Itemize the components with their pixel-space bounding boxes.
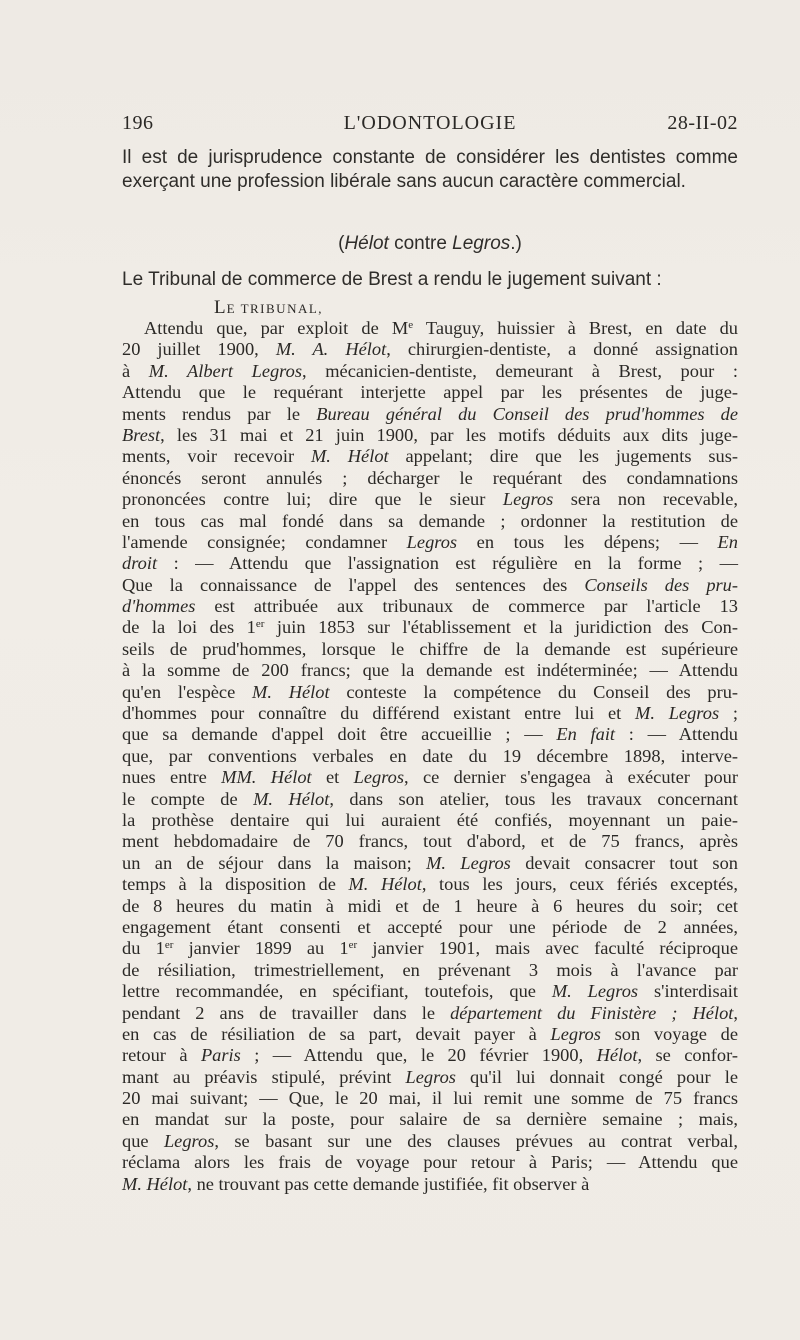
text-segment: est attribuée aux tribunaux de commerce par l'article 13 [195, 596, 738, 617]
text-line [122, 724, 738, 745]
text-line [122, 1067, 738, 1088]
italic-text: M. Hélot [310, 446, 389, 467]
text-line [122, 1003, 738, 1024]
text-line [122, 703, 738, 724]
italic-text: Paris [200, 1045, 241, 1066]
text-segment: ; — Attendu que, le 20 février 1900, [240, 1045, 597, 1066]
text-segment: ment hebdomadaire de 70 francs, tout d'abord, et de 75 francs, après [122, 831, 738, 852]
superscript: er [348, 939, 358, 952]
italic-text: M. Legros [635, 703, 720, 724]
text-line [122, 831, 738, 852]
italic-text: Legros [353, 767, 405, 788]
text-segment: , chirurgien-dentiste, a donné assignation [386, 339, 738, 360]
text-segment: de résiliation, trimestriellement, en prévenant 3 mois à l'avance par [122, 959, 738, 980]
text-line [122, 660, 738, 681]
italic-text: M. Hélot [252, 681, 330, 702]
text-line [122, 874, 738, 895]
text-segment: conteste la compétence du Conseil des pru- [329, 681, 739, 702]
italic-text: M. Hélot [122, 1173, 188, 1194]
text-line [122, 639, 738, 660]
text-segment: son voyage de [600, 1023, 738, 1044]
text-line [122, 575, 738, 596]
italic-text: département du Finistère ; Hélot [450, 1002, 734, 1023]
text-segment: ments rendus par le [122, 403, 317, 424]
text-segment: Attendu que, par exploit de M [144, 318, 409, 338]
text-segment: juin 1853 sur l'établissement et la juridiction des Con- [264, 617, 738, 638]
text-segment: l'amende consignée; condamner [122, 531, 407, 552]
running-header [122, 112, 738, 138]
italic-text: M. Albert Legros [148, 360, 303, 381]
judgment-text [122, 318, 738, 1195]
text-line [122, 810, 738, 831]
text-line [122, 511, 738, 532]
text-segment: qu'en l'espèce [122, 681, 253, 702]
text-segment: que sa demande d'appel doit être accueillie ; — [122, 724, 557, 745]
text-line [122, 853, 738, 874]
superscript: e [408, 319, 414, 331]
text-segment: mant au préavis stipulé, prévint [122, 1066, 406, 1087]
italic-text: M. A. Hélot [275, 339, 387, 360]
text-segment: pendant 2 ans de travailler dans le [122, 1002, 451, 1023]
text-segment: qu'il lui donnait congé pour le [455, 1066, 738, 1087]
italic-text: M. Hélot [348, 874, 422, 895]
text-line [122, 1152, 738, 1173]
text-line [122, 1109, 738, 1130]
text-segment: retour à [122, 1045, 201, 1066]
text-segment: s'interdisait [638, 981, 738, 1002]
text-line [122, 382, 738, 403]
text-line [122, 339, 738, 360]
italic-text: droit [122, 553, 158, 574]
case-title [122, 232, 738, 256]
italic-text: Conseils des pru- [584, 574, 738, 595]
text-segment: lettre recommandée, en spécifiant, toutefois, que [122, 981, 552, 1002]
italic-text: Legros [405, 1066, 456, 1087]
issue-date: 28-II-02 [667, 112, 738, 134]
case-title-close: .) [510, 233, 522, 254]
text-line [122, 682, 738, 703]
text-segment: énoncés seront annulés ; décharger le requérant des condamnations [122, 467, 738, 488]
text-segment: sera non recevable, [553, 489, 738, 510]
text-segment: ments, voir recevoir [122, 446, 311, 467]
text-line [122, 1088, 738, 1109]
italic-text: Legros [502, 489, 554, 510]
text-segment: prononcées contre lui; dire que le sieur [122, 489, 503, 510]
case-plaintiff: Hélot [344, 233, 389, 254]
text-segment: Tauguy, huissier à Brest, en date du [413, 318, 738, 338]
text-line [122, 1024, 738, 1045]
text-segment: en cas de résiliation de sa part, devait payer à [122, 1023, 551, 1044]
text-segment: , dans son atelier, tous les travaux concernant [329, 788, 738, 809]
text-line [122, 767, 738, 788]
italic-text: Legros [163, 1130, 215, 1151]
text-segment: d'hommes pour connaître du différend existant entre lui et [122, 703, 635, 724]
text-segment: un an de séjour dans la maison; [122, 852, 427, 873]
italic-text: Bureau général du Conseil des prud'hommes de [316, 403, 738, 424]
text-segment: la prothèse dentaire qui lui auraient été confiés, moyennant un paie- [122, 809, 738, 830]
text-segment: janvier 1899 au 1 [173, 938, 349, 959]
text-segment: , ne trouvant pas cette demande justifiée, fit observer à [187, 1173, 590, 1194]
text-segment: et [311, 767, 354, 788]
text-segment: , mécanicien-dentiste, demeurant à Brest, pour : [302, 360, 738, 381]
text-segment: , se basant sur une des clauses prévues au contrat verbal, [214, 1130, 738, 1151]
text-segment: seils de prud'hommes, lorsque le chiffre de la demande est supérieure [122, 638, 738, 659]
text-segment: Attendu que le requérant interjette appel par les présentes de juge- [122, 382, 738, 403]
text-line [122, 1045, 738, 1066]
text-line [122, 532, 738, 553]
text-segment: le compte de [122, 788, 254, 809]
court-heading [214, 297, 323, 320]
italic-text: M. Legros [426, 852, 511, 873]
text-segment: : — Attendu que l'assignation est régulière en la forme ; — [157, 553, 738, 574]
text-line [122, 1131, 738, 1152]
text-line [122, 896, 738, 917]
italic-text: M. Hélot [253, 788, 330, 809]
text-segment: nues entre [122, 767, 222, 788]
italic-text: Legros [406, 531, 458, 552]
italic-text: Hélot [596, 1045, 638, 1066]
text-segment: , [733, 1002, 738, 1023]
text-line [122, 468, 738, 489]
case-title-middle: contre [388, 233, 453, 254]
superscript: er [164, 939, 174, 952]
text-line [122, 318, 738, 339]
case-title-open: ( [338, 233, 345, 254]
page-number: 196 [122, 112, 154, 134]
text-line [122, 553, 738, 574]
text-segment: : — Attendu [615, 724, 738, 745]
text-segment: 20 juillet 1900, [122, 339, 276, 360]
court-heading-rest: E TRIBUNAL, [226, 301, 324, 316]
text-segment: , tous les jours, ceux fériés exceptés, [421, 874, 738, 895]
text-line [122, 960, 738, 981]
text-segment: à la somme de 200 francs; que la demande est indéterminée; — Attendu [122, 660, 738, 681]
text-line [122, 938, 738, 959]
text-segment: , se confor- [637, 1045, 738, 1066]
text-segment: que [122, 1130, 164, 1151]
text-segment: du 1 [122, 938, 165, 959]
court-heading-initial: L [214, 297, 227, 318]
text-segment: devait consacrer tout son [510, 852, 738, 873]
italic-text: En [717, 531, 738, 552]
text-segment: engagement étant consenti et accepté pour une période de 2 années, [122, 916, 738, 937]
case-defendant: Legros [452, 233, 511, 254]
text-segment: temps à la disposition de [122, 874, 349, 895]
text-line [122, 917, 738, 938]
text-segment: 20 mai suivant; — Que, le 20 mai, il lui remit une somme de 75 francs [122, 1088, 738, 1109]
text-segment: ; [719, 703, 738, 724]
text-line [122, 981, 738, 1002]
text-segment: , ce dernier s'engagea à exécuter pour [404, 767, 738, 788]
italic-text: Legros [550, 1023, 601, 1044]
italic-text: d'hommes [122, 596, 196, 617]
text-segment: Que la connaissance de l'appel des sentences des [122, 574, 585, 595]
text-segment: de 8 heures du matin à midi et de 1 heure à 6 heures du soir; cet [122, 895, 738, 916]
text-line [122, 489, 738, 510]
text-segment: en mandat sur la poste, pour salaire de sa dernière semaine ; mais, [122, 1109, 738, 1130]
italic-text: En fait [556, 724, 616, 745]
text-line [122, 446, 738, 467]
text-segment: janvier 1901, mais avec faculté réciproque [357, 938, 738, 959]
text-line [122, 617, 738, 638]
text-line [122, 596, 738, 617]
text-segment: à [122, 360, 149, 381]
superscript: er [255, 618, 265, 631]
summary-paragraph: Il est de jurisprudence constante de considérer les dentistes comme exerçant une profession libérale sans aucun caractère commercial. [122, 147, 738, 192]
text-segment: de la loi des 1 [122, 617, 256, 638]
text-segment: en tous les dépens; — [457, 531, 718, 552]
text-segment: en tous cas mal fondé dans sa demande ; ordonner la restitution de [122, 510, 738, 531]
text-segment: que, par conventions verbales en date du 19 décembre 1898, interve- [122, 745, 738, 766]
journal-title: L'ODONTOLOGIE [343, 112, 517, 134]
text-segment: réclama alors les frais de voyage pour retour à Paris; — Attendu que [122, 1152, 738, 1173]
text-line [122, 361, 738, 382]
italic-text: MM. Hélot [221, 767, 312, 788]
text-line [122, 789, 738, 810]
italic-text: Brest [122, 424, 161, 445]
text-line [122, 746, 738, 767]
text-segment: appelant; dire que les jugements sus- [388, 446, 738, 467]
text-line [122, 425, 738, 446]
judgment-intro: Le Tribunal de commerce de Brest a rendu le jugement suivant : [122, 269, 662, 290]
text-segment: , les 31 mai et 21 juin 1900, par les motifs déduits aux dits juge- [160, 424, 738, 445]
text-line [122, 1174, 738, 1195]
italic-text: M. Legros [551, 981, 639, 1002]
text-line [122, 404, 738, 425]
